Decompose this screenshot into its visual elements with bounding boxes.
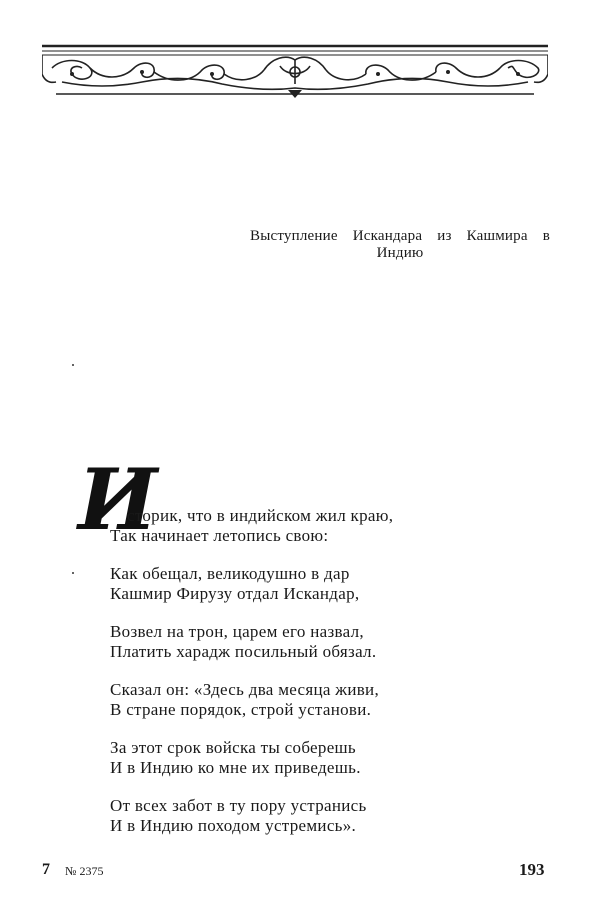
poem-line: Так начинает летопись свою:: [110, 526, 329, 545]
poem-line: В стране порядок, строй установи.: [110, 700, 372, 719]
print-speck: [72, 364, 74, 366]
poem-line: Кашмир Фирузу отдал Искандар,: [110, 584, 360, 603]
print-order-number: № 2375: [65, 864, 104, 878]
stanza: [110, 622, 530, 662]
page-number: 193: [519, 860, 545, 879]
poem-body: [110, 506, 530, 854]
poem-line: Возвел на трон, царем его назвал,: [110, 622, 364, 641]
poem-line: За этот срок войска ты соберешь: [110, 738, 356, 757]
poem-line: Платить харадж посильный обязал.: [110, 642, 377, 661]
stanza: [110, 564, 530, 604]
drop-cap-letter: И: [78, 450, 158, 549]
signature-mark: 7: [42, 861, 50, 878]
poem-line: сторик, что в индийском жил краю,: [127, 506, 394, 525]
stanza: [110, 796, 530, 836]
chapter-title: [250, 228, 550, 262]
stanza: [110, 506, 530, 546]
poem-line: И в Индию походом устремись».: [110, 816, 357, 835]
poem-line: Сказал он: «Здесь два месяца живи,: [110, 680, 380, 699]
stanza: [110, 680, 530, 720]
poem-line: И в Индию ко мне их приведешь.: [110, 758, 361, 777]
print-speck: [72, 572, 74, 574]
stanza: [110, 738, 530, 778]
chapter-title-line1: Выступление Искандара из Кашмира в: [250, 228, 550, 244]
chapter-title-line2: Индию: [376, 245, 424, 261]
poem-line: От всех забот в ту пору устранись: [110, 796, 367, 815]
ornamental-header-border: [42, 44, 548, 100]
poem-line: Как обещал, великодушно в дар: [110, 564, 350, 583]
